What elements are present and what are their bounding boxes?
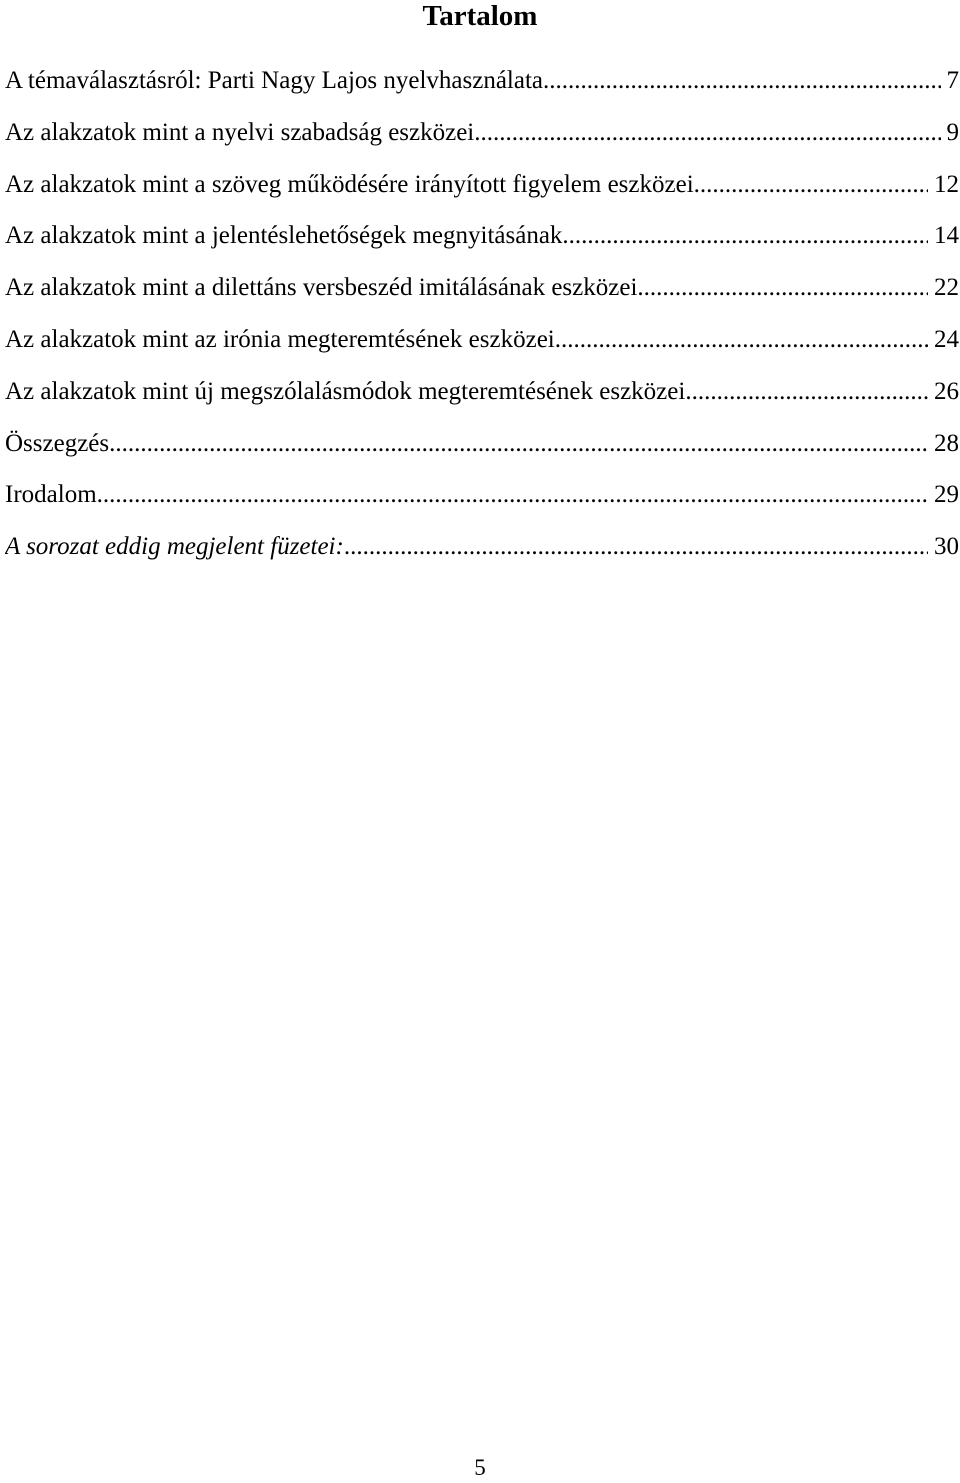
toc-entry[interactable]	[5, 319, 959, 371]
toc-entry[interactable]	[5, 474, 959, 526]
toc-entry-label: Irodalom	[5, 481, 97, 509]
dot-leader	[562, 215, 928, 257]
toc-entry-label: A témaválasztásról: Parti Nagy Lajos nyelvhasználata	[5, 67, 544, 94]
toc-entry[interactable]	[5, 60, 959, 112]
toc-entry-page: 12	[934, 170, 959, 198]
toc-entry-label: Összegzés	[5, 429, 110, 457]
dot-leader	[109, 423, 928, 465]
toc-entry-page: 22	[934, 274, 959, 302]
dot-leader	[555, 319, 928, 361]
page-number: 5	[474, 1455, 486, 1480]
toc-entry-label: Az alakzatok mint a nyelvi szabadság eszközei	[5, 118, 475, 146]
toc-entry-label: Az alakzatok mint az irónia megteremtésének eszközei	[5, 325, 555, 353]
dot-leader	[685, 371, 928, 413]
table-of-contents	[5, 60, 959, 578]
toc-entry[interactable]	[5, 112, 959, 164]
toc-entry-label: A sorozat eddig megjelent füzetei:	[5, 533, 344, 561]
toc-entry-page: 24	[934, 325, 959, 353]
toc-entry[interactable]	[5, 423, 959, 475]
toc-entry-page: 30	[934, 533, 959, 561]
toc-entry-page: 26	[934, 377, 959, 405]
toc-entry[interactable]	[5, 215, 959, 267]
page-title: Tartalom	[422, 0, 538, 32]
dot-leader	[543, 60, 940, 102]
toc-entry-label: Az alakzatok mint a jelentéslehetőségek megnyitásának	[5, 222, 563, 250]
dot-leader	[344, 526, 928, 568]
toc-entry-page: 9	[946, 118, 959, 146]
toc-entry-label: Az alakzatok mint új megszólalásmódok megteremtésének eszközei	[5, 377, 686, 405]
toc-entry-label: Az alakzatok mint a szöveg működésére irányított figyelem eszközei	[5, 170, 694, 198]
toc-entry-page: 7	[946, 67, 959, 94]
toc-entry-page: 29	[934, 481, 959, 509]
dot-leader	[637, 267, 928, 309]
dot-leader	[474, 112, 940, 154]
toc-entry-label: Az alakzatok mint a dilettáns versbeszéd imitálásának eszközei	[5, 274, 638, 302]
dot-leader	[97, 474, 928, 516]
toc-entry[interactable]	[5, 371, 959, 423]
toc-entry[interactable]	[5, 164, 959, 216]
toc-entry-page: 28	[934, 429, 959, 457]
toc-entry-page: 14	[934, 222, 959, 250]
dot-leader	[694, 164, 928, 206]
toc-entry[interactable]	[5, 267, 959, 319]
toc-entry[interactable]	[5, 526, 959, 578]
